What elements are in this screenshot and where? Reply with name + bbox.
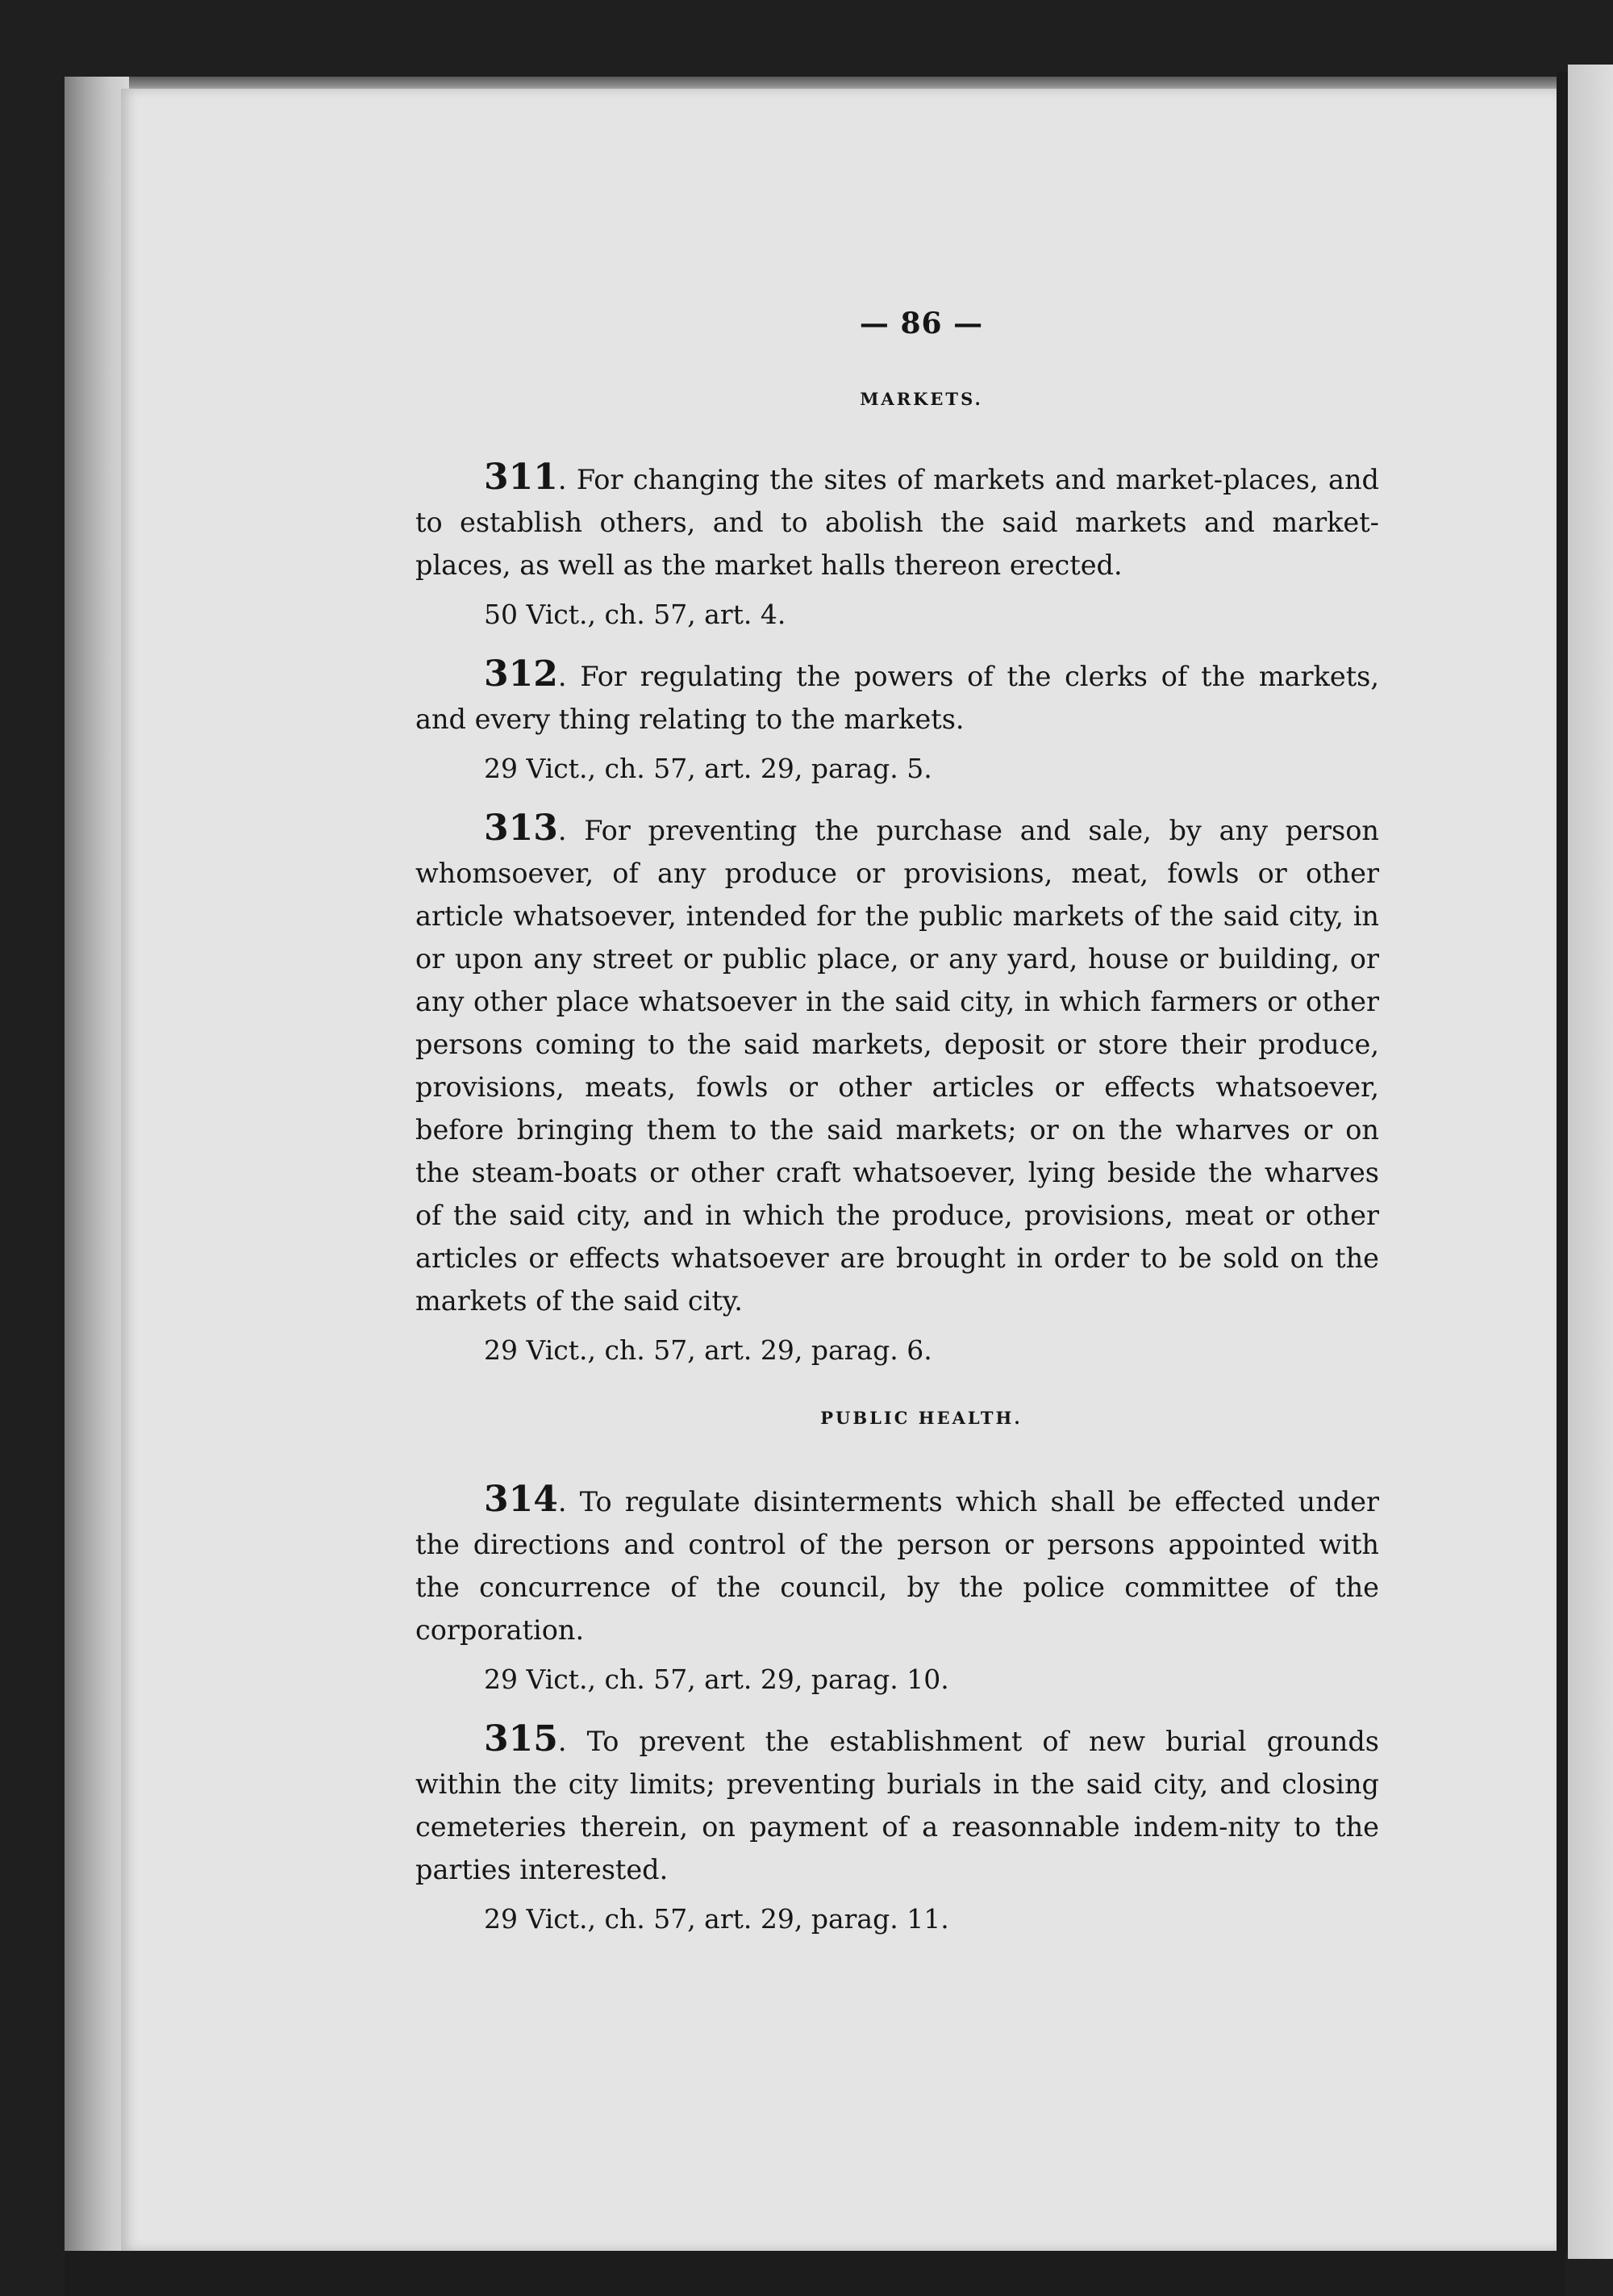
adjacent-page-edge	[1568, 65, 1613, 2259]
article-body: To regulate disinterments which shall be effected under the directions and control of the person or persons appointed with the concurrence of the council, by the police committee of the corporation.	[415, 1486, 1379, 1646]
article-body: To prevent the establishment of new burial grounds within the city limits; preventing burials in the said city, and closing cemeteries therein, on payment of a reasonnable indem-nity to the parties interested.	[415, 1726, 1379, 1885]
article-citation: 29 Vict., ch. 57, art. 29, parag. 6.	[484, 1334, 932, 1366]
section-heading-markets: MARKETS.	[860, 389, 983, 409]
article-315: 315. To prevent the establishment of new burial grounds within the city limits; preventing burials in the said city, and closing cemeteries therein, on payment of a reasonnable indem-nity to the parties interested. 29 Vict., ch. 57, art. 29, parag. 11.	[415, 1718, 1379, 1939]
article-number: 315	[484, 1718, 558, 1760]
article-311: 311. For changing the sites of markets and market-places, and to establish others, and to abolish the said markets and market-places, as well as the market halls thereon erected. 50 Vict., ch. 57, art. 4.	[415, 456, 1379, 635]
article-313: 313. For preventing the purchase and sale, by any person whomsoever, of any produce or provisions, meat, fowls or other article whatsoever, intended for the public markets of the said city, in or upon any street or public place, or any yard, house or building, or any other place whatsoever in the said city, in which farmers or other persons coming to the said markets, deposit or store their produce, provisions, meats, fowls or other articles or effects whatsoever, before bringing them to the said markets; or on the wharves or on the steam-boats or other craft whatsoever, lying beside the wharves of the said city, and in which the produce, provisions, meat or other articles or effects whatsoever are brought in order to be sold on the markets of the said city. 29 Vict., ch. 57, art. 29, parag. 6.	[415, 807, 1379, 1371]
article-citation: 29 Vict., ch. 57, art. 29, parag. 10.	[484, 1664, 949, 1695]
page-stack-left-edge	[65, 77, 129, 2255]
article-314: 314. To regulate disinterments which shall be effected under the directions and control of the person or persons appointed with the concurrence of the council, by the police committee of the corporation. 29 Vict., ch. 57, art. 29, parag. 10.	[415, 1478, 1379, 1700]
section-heading-public-health: PUBLIC HEALTH.	[820, 1408, 1023, 1428]
article-body: For changing the sites of markets and market-places, and to establish others, and to abolish the said markets and market-places, as well as the market halls thereon erected.	[415, 464, 1379, 581]
article-number: 313	[484, 808, 558, 849]
article-body: For preventing the purchase and sale, by any person whomsoever, of any produce or provisions, meat, fowls or other article whatsoever, intended for the public markets of the said city, in or upon any street or public place, or any yard, house or building, or any other place whatsoever in the said city, in which farmers or other persons coming to the said markets, deposit or store their produce, provisions, meats, fowls or other articles or effects whatsoever, before bringing them to the said markets; or on the wharves or on the steam-boats or other craft whatsoever, lying beside the wharves of the said city, and in which the produce, provisions, meat or other articles or effects whatsoever are brought in order to be sold on the markets of the said city.	[415, 815, 1379, 1317]
article-312: 312. For regulating the powers of the clerks of the markets, and every thing relating to the markets. 29 Vict., ch. 57, art. 29, parag. 5.	[415, 653, 1379, 789]
page-bottom-background	[65, 2251, 1565, 2296]
article-citation: 29 Vict., ch. 57, art. 29, parag. 11.	[484, 1903, 949, 1935]
article-citation: 50 Vict., ch. 57, art. 4.	[484, 599, 786, 630]
article-number: 311	[484, 457, 558, 498]
article-citation: 29 Vict., ch. 57, art. 29, parag. 5.	[484, 753, 932, 784]
article-number: 314	[484, 1479, 558, 1520]
page-content	[415, 307, 1379, 1957]
article-body: For regulating the powers of the clerks of the markets, and every thing relating to the markets.	[415, 661, 1379, 735]
page-gutter	[1557, 73, 1568, 2251]
page-number: — 86 —	[859, 307, 984, 340]
article-number: 312	[484, 653, 558, 695]
